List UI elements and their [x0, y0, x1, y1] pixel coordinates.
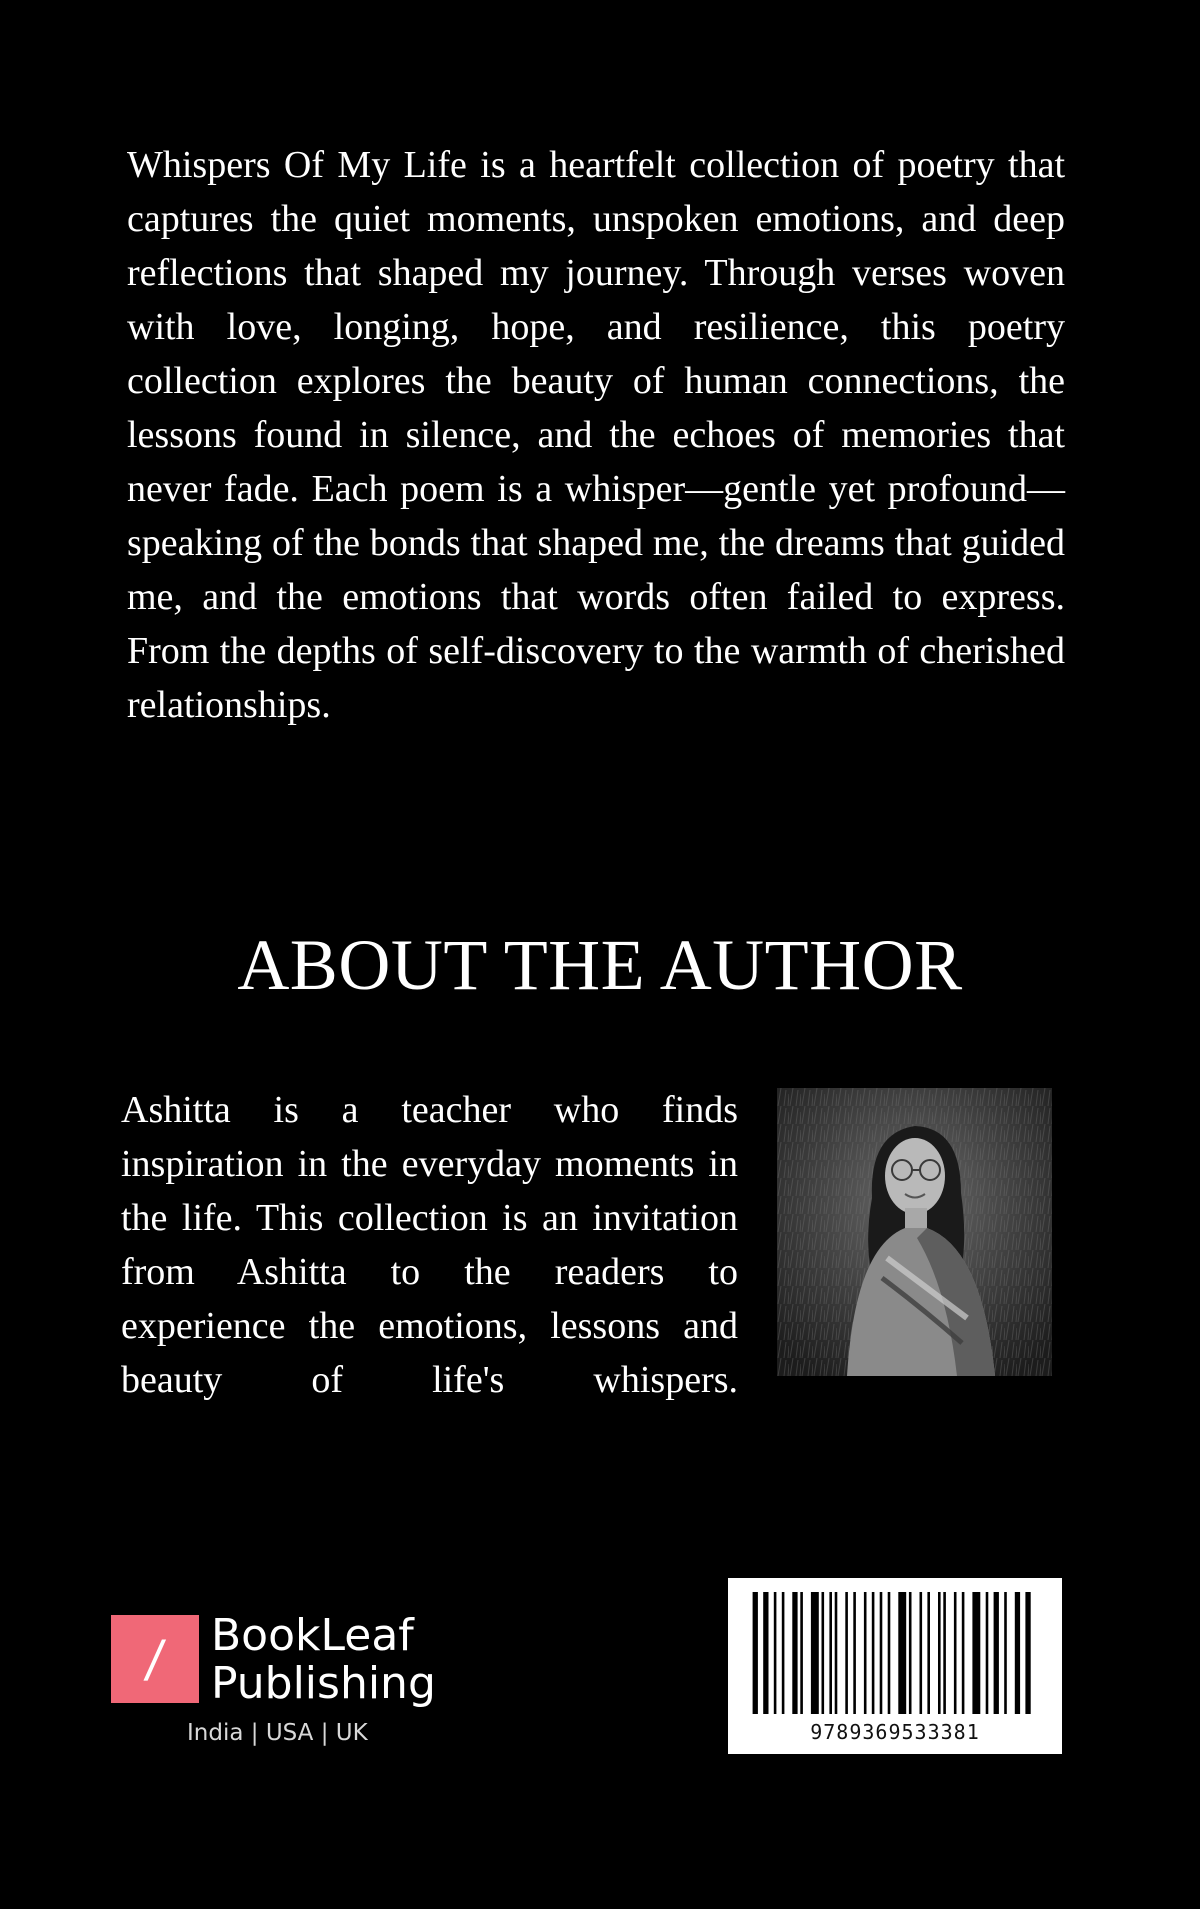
barcode-bar [880, 1592, 883, 1714]
barcode-bar [1025, 1592, 1030, 1714]
barcode-bar [822, 1592, 825, 1714]
barcode-bar [920, 1592, 923, 1714]
book-description: Whispers Of My Life is a heartfelt collection of poetry that captures the quiet moments, unspoken emotions, and deep reflections that shaped my journey. Through verses woven with love, longing, hope, and resilience, this poetry collection explores the beauty of human connections, the lessons found in silence, and the echoes of memories that never fade. Each poem is a whisper—gentle yet profound—speaking of the bonds that shaped me, the dreams that guided me, and the emotions that words often failed to express. From the depths of self-discovery to the warmth of cherished relationships. [127, 144, 1065, 726]
author-bio: Ashitta is a teacher who finds inspiration in the everyday moments in the life. This collection is an invitation from Ashitta to the readers to experience the emotions, lessons and beauty of life's whispers. [121, 1089, 738, 1401]
barcode-bar [909, 1592, 912, 1714]
barcode-bar [792, 1592, 797, 1714]
barcode-bar [972, 1592, 980, 1714]
author-photo [777, 1088, 1052, 1376]
slash-icon: / [142, 1630, 168, 1688]
barcode-bar [994, 1592, 999, 1714]
barcode-bar [864, 1592, 867, 1714]
barcode-bar [872, 1592, 875, 1714]
barcode-bars [746, 1592, 1044, 1714]
barcode-bar [927, 1592, 930, 1714]
barcode-bar [954, 1592, 957, 1714]
barcode-bar [853, 1592, 856, 1714]
isbn-barcode [728, 1578, 1062, 1754]
publisher-logo-mark [111, 1615, 199, 1703]
barcode-bar [1004, 1592, 1007, 1714]
barcode-bar [943, 1592, 946, 1714]
barcode-bar [774, 1592, 777, 1714]
barcode-bar [1015, 1592, 1020, 1714]
isbn-number: 9789369533381 [810, 1720, 980, 1744]
publisher-regions: India | USA | UK [187, 1720, 368, 1746]
barcode-bar [845, 1592, 848, 1714]
barcode-bar [938, 1592, 941, 1714]
publisher-name [211, 1612, 436, 1708]
barcode-bar [962, 1592, 965, 1714]
barcode-bar [898, 1592, 906, 1714]
barcode-bar [800, 1592, 803, 1714]
barcode-bar [888, 1592, 891, 1714]
publisher-name-line1: BookLeaf [211, 1610, 414, 1661]
barcode-bar [753, 1592, 758, 1714]
barcode-bar [811, 1592, 819, 1714]
barcode-bar [986, 1592, 989, 1714]
barcode-bar [763, 1592, 768, 1714]
about-author-heading: ABOUT THE AUTHOR [237, 925, 963, 1005]
barcode-bar [829, 1592, 832, 1714]
barcode-bar [835, 1592, 838, 1714]
barcode-bar [782, 1592, 785, 1714]
publisher-name-line2: Publishing [211, 1658, 436, 1709]
